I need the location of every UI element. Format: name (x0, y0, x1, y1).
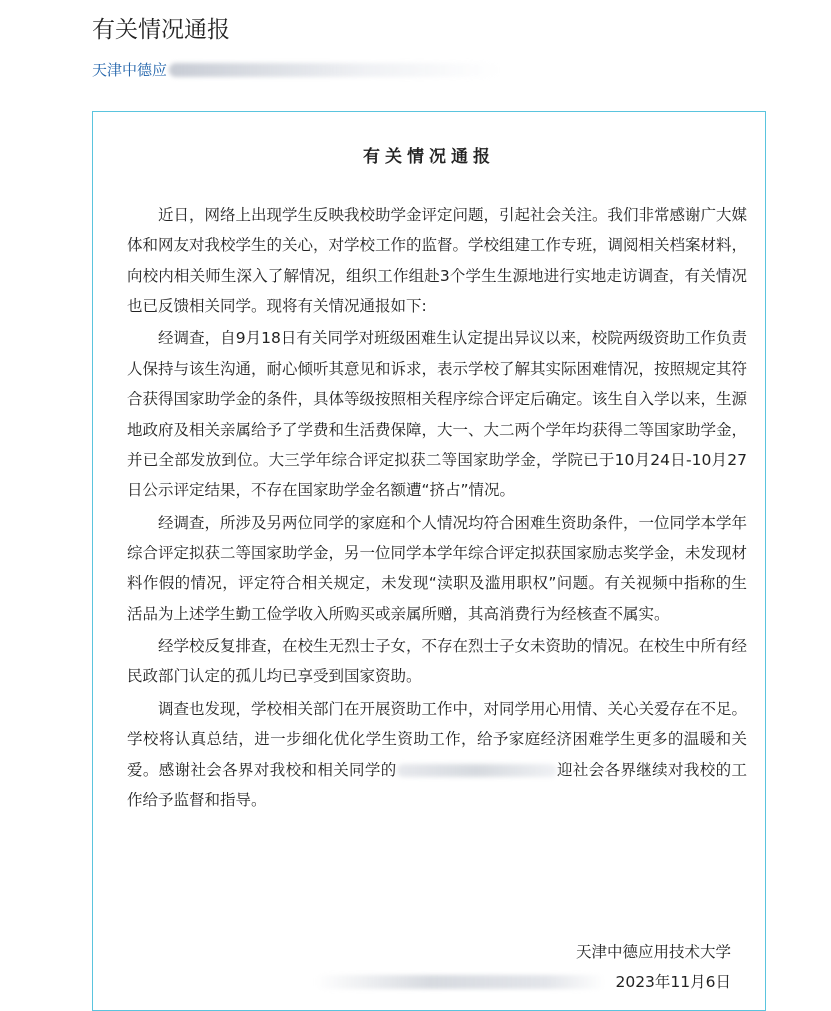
document-body (127, 200, 747, 817)
paragraph: 经调查，自9月18日有关同学对班级困难生认定提出异议以来，校院两级资助工作负责人保持与该生沟通，耐心倾听其意见和诉求，表示学校了解其实际困难情况，按照规定其符合获得国家助学金的条件，具体等级按照相关程序综合评定后确定。该生自入学以来，生源地政府及相关亲属给予了学费和生活费保障，大一、大二两个学年均获得二等国家助学金，并已全部发放到位。大三学年综合评定拟获二等国家助学金，学院已于10月24日-10月27日公示评定结果，不存在国家助学金名额遭“挤占”情况。 (127, 329, 748, 500)
source-link[interactable] (92, 59, 499, 81)
paragraph-final-part1: 调查也发现，学校相关部门在开展资助工作中，对同学用心用情、关心关爱存在不足。学校将认真总结，进一步细化优化学生资助工作，给予家庭经济困难学生更多的温暖和关爱。感谢社会各界对我校和相关同学的 (127, 699, 748, 779)
redacted-blur (169, 63, 499, 77)
redacted-blur (397, 764, 557, 777)
paragraph: 经调查，所涉及另两位同学的家庭和个人情况均符合困难生资助条件，一位同学本学年综合评定拟获二等国家助学金，另一位同学本学年综合评定拟获国家励志奖学金，未发现材料作假的情况，评定符合相关规定，未发现“渎职及滥用职权”问题。有关视频中指称的生活品为上述学生勤工俭学收入所购买或亲属所赠，其高消费行为经核查不属实。 (127, 513, 748, 623)
paragraph-final-part2: 迎社会各界继续对我校的工作给予监督和指导。 (127, 760, 747, 809)
redacted-blur (315, 975, 605, 989)
signature-date: 2023年11月6日 (615, 973, 731, 991)
signature-block (315, 937, 731, 997)
document-heading: 有关情况通报 (363, 147, 495, 167)
page-title: 有关情况通报 (92, 17, 230, 43)
paragraph: 经学校反复排查，在校生无烈士子女，不存在烈士子女未资助的情况。在校生中所有经民政部门认定的孤儿均已享受到国家资助。 (127, 637, 748, 686)
paragraph-final (127, 694, 747, 816)
document-image (92, 111, 766, 1011)
signature-org: 天津中德应用技术大学 (575, 943, 731, 961)
source-name[interactable]: 天津中德应 (92, 61, 168, 79)
signature-date-row (315, 967, 731, 997)
paragraph: 近日，网络上出现学生反映我校助学金评定问题，引起社会关注。我们非常感谢广大媒体和网友对我校学生的关心，对学校工作的监督。学校组建工作专班，调阅相关档案材料，向校内相关师生深入了解情况，组织工作组赴3个学生生源地进行实地走访调查，有关情况也已反馈相关同学。现将有关情况通报如下: (127, 206, 748, 316)
